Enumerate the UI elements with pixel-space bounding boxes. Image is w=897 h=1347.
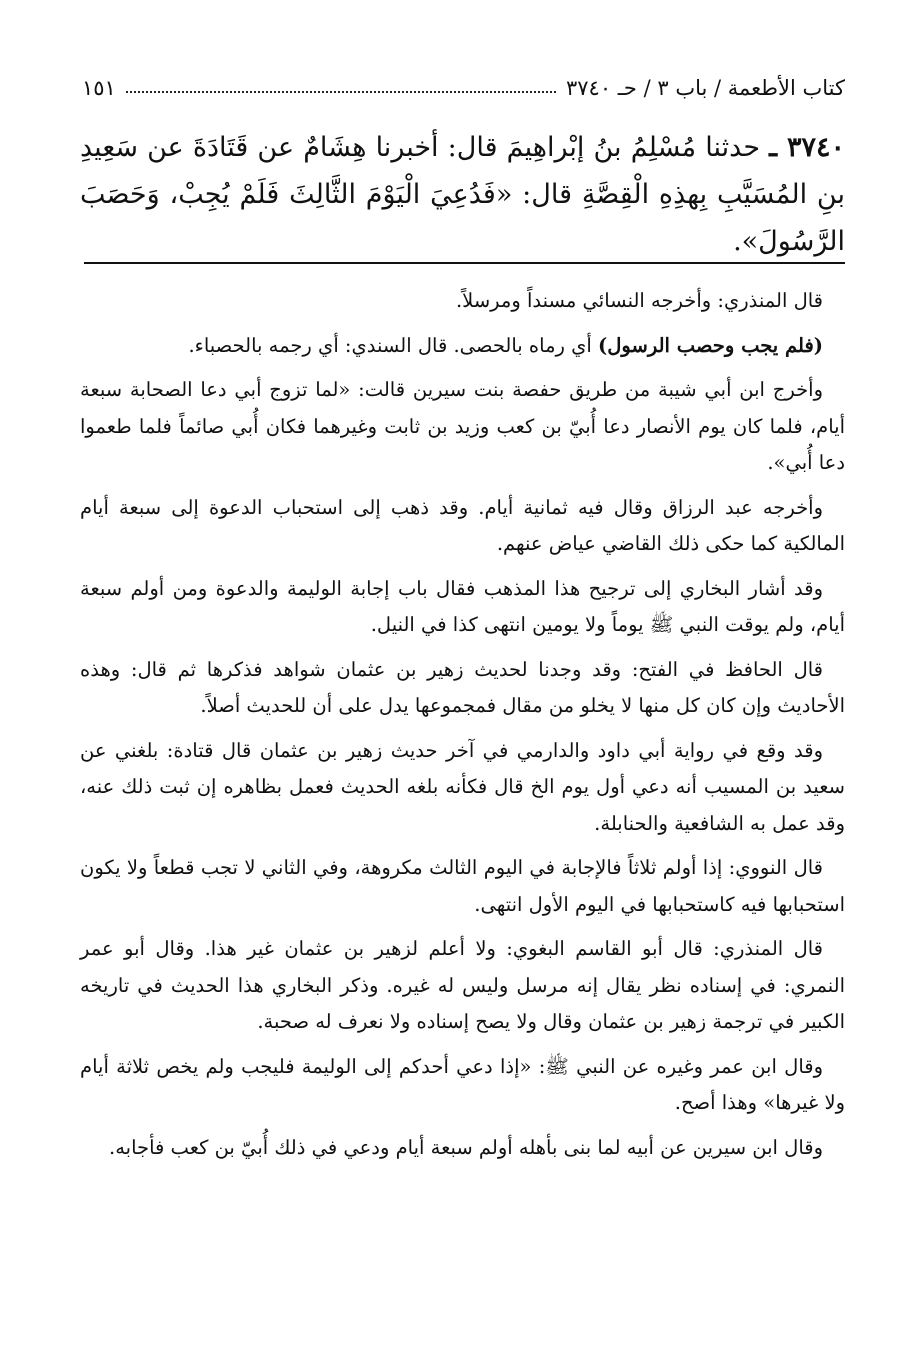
commentary-lemma: (فلم يجب وحصب الرسول) xyxy=(598,333,823,357)
commentary-text: وأخرج ابن أبي شيبة من طريق حفصة بنت سيرين قالت: «لما تزوج أبي دعا الصحابة سبعة أيام، فلما كان يوم الأنصار دعا أُبيّ بن كعب وزيد بن ثابت وغيرهما فكان أُبي صائماً فلما طعموا دعا أُبي». xyxy=(80,378,845,474)
hadith-body: حدثنا مُسْلِمُ بنُ إبْراهِيمَ قال: أخبرنا هِشَامٌ عن قَتَادَةَ عن سَعِيدِ بنِ المُسَيَّبِ بِهذِهِ الْقِصَّةِ قال: «فَدُعِيَ الْيَوْمَ الثَّالِثَ فَلَمْ يُجِبْ، وَحَصَبَ الرَّسُولَ». xyxy=(80,132,845,257)
commentary-paragraph xyxy=(80,733,845,843)
commentary-paragraph xyxy=(80,1130,845,1167)
commentary-paragraph xyxy=(80,1049,845,1122)
commentary-text: وقال ابن عمر وغيره عن النبي ﷺ: «إذا دعي أحدكم إلى الوليمة فليجب ولم يخص ثلاثة أيام ولا غيرها» وهذا أصح. xyxy=(80,1054,845,1114)
commentary-paragraph xyxy=(80,652,845,725)
commentary-text: وقد وقع في رواية أبي داود والدارمي في آخر حديث زهير بن عثمان قال قتادة: بلغني عن سعيد بن المسيب أنه دعي أول يوم الخ قال فكأنه بلغه الحديث فعمل بظاهره إن ثبت ذلك عنه، وقد عمل به الشافعية والحنابلة. xyxy=(80,738,845,835)
commentary-text: قال الحافظ في الفتح: وقد وجدنا لحديث زهير بن عثمان شواهد فذكرها ثم قال: وهذه الأحاديث وإن كان كل منها لا يخلو من مقال فمجموعها يدل على أن للحديث أصلاً. xyxy=(80,657,845,717)
commentary-paragraph xyxy=(80,372,845,482)
commentary-text: أي رماه بالحصى. قال السندي: أي رجمه بالحصباء. xyxy=(188,333,599,357)
commentary-text: وقد أشار البخاري إلى ترجيح هذا المذهب فقال باب إجابة الوليمة والدعوة ومن أولم سبعة أيام، ولم يوقت النبي ﷺ يوماً ولا يومين انتهى كذا في النيل. xyxy=(80,576,845,636)
commentary-text: قال النووي: إذا أولم ثلاثاً فالإجابة في اليوم الثالث مكروهة، وفي الثاني لا تجب قطعاً ولا يكون استحبابها فيه كاستحبابها في اليوم الأول انتهى. xyxy=(80,856,845,916)
commentary-text: قال المنذري: وأخرجه النسائي مسنداً ومرسلاً. xyxy=(455,289,823,312)
separator-rule xyxy=(84,262,845,264)
header-dot-leader xyxy=(126,91,556,93)
commentary xyxy=(80,283,845,1174)
running-header xyxy=(82,70,845,106)
commentary-text: وقال ابن سيرين عن أبيه لما بنى بأهله أولم سبعة أيام ودعي في ذلك أُبيّ بن كعب فأجابه. xyxy=(109,1135,823,1159)
page-number: ١٥١ xyxy=(82,76,116,100)
header-title: كتاب الأطعمة / باب ٣ / حـ ٣٧٤٠ xyxy=(565,76,845,100)
commentary-paragraph xyxy=(80,490,845,563)
commentary-paragraph xyxy=(80,328,845,365)
hadith-text xyxy=(80,124,845,265)
commentary-paragraph xyxy=(80,931,845,1041)
commentary-text: وأخرجه عبد الرزاق وقال فيه ثمانية أيام. وقد ذهب إلى استحباب الدعوة إلى سبعة أيام المالكية كما حكى ذلك القاضي عياض عنهم. xyxy=(80,495,845,555)
commentary-paragraph xyxy=(80,571,845,644)
commentary-paragraph xyxy=(80,850,845,923)
commentary-paragraph xyxy=(80,283,845,320)
hadith-number: ٣٧٤٠ ـ xyxy=(769,132,845,163)
commentary-text: قال المنذري: قال أبو القاسم البغوي: ولا أعلم لزهير بن عثمان غير هذا. وقال أبو عمر النمري: في إسناده نظر يقال إنه مرسل وليس له غيره. وذكر البخاري هذا الحديث في تاريخه الكبير في ترجمة زهير بن عثمان وقال ولا يصح إسناده ولا نعرف له صحبة. xyxy=(80,937,845,1033)
